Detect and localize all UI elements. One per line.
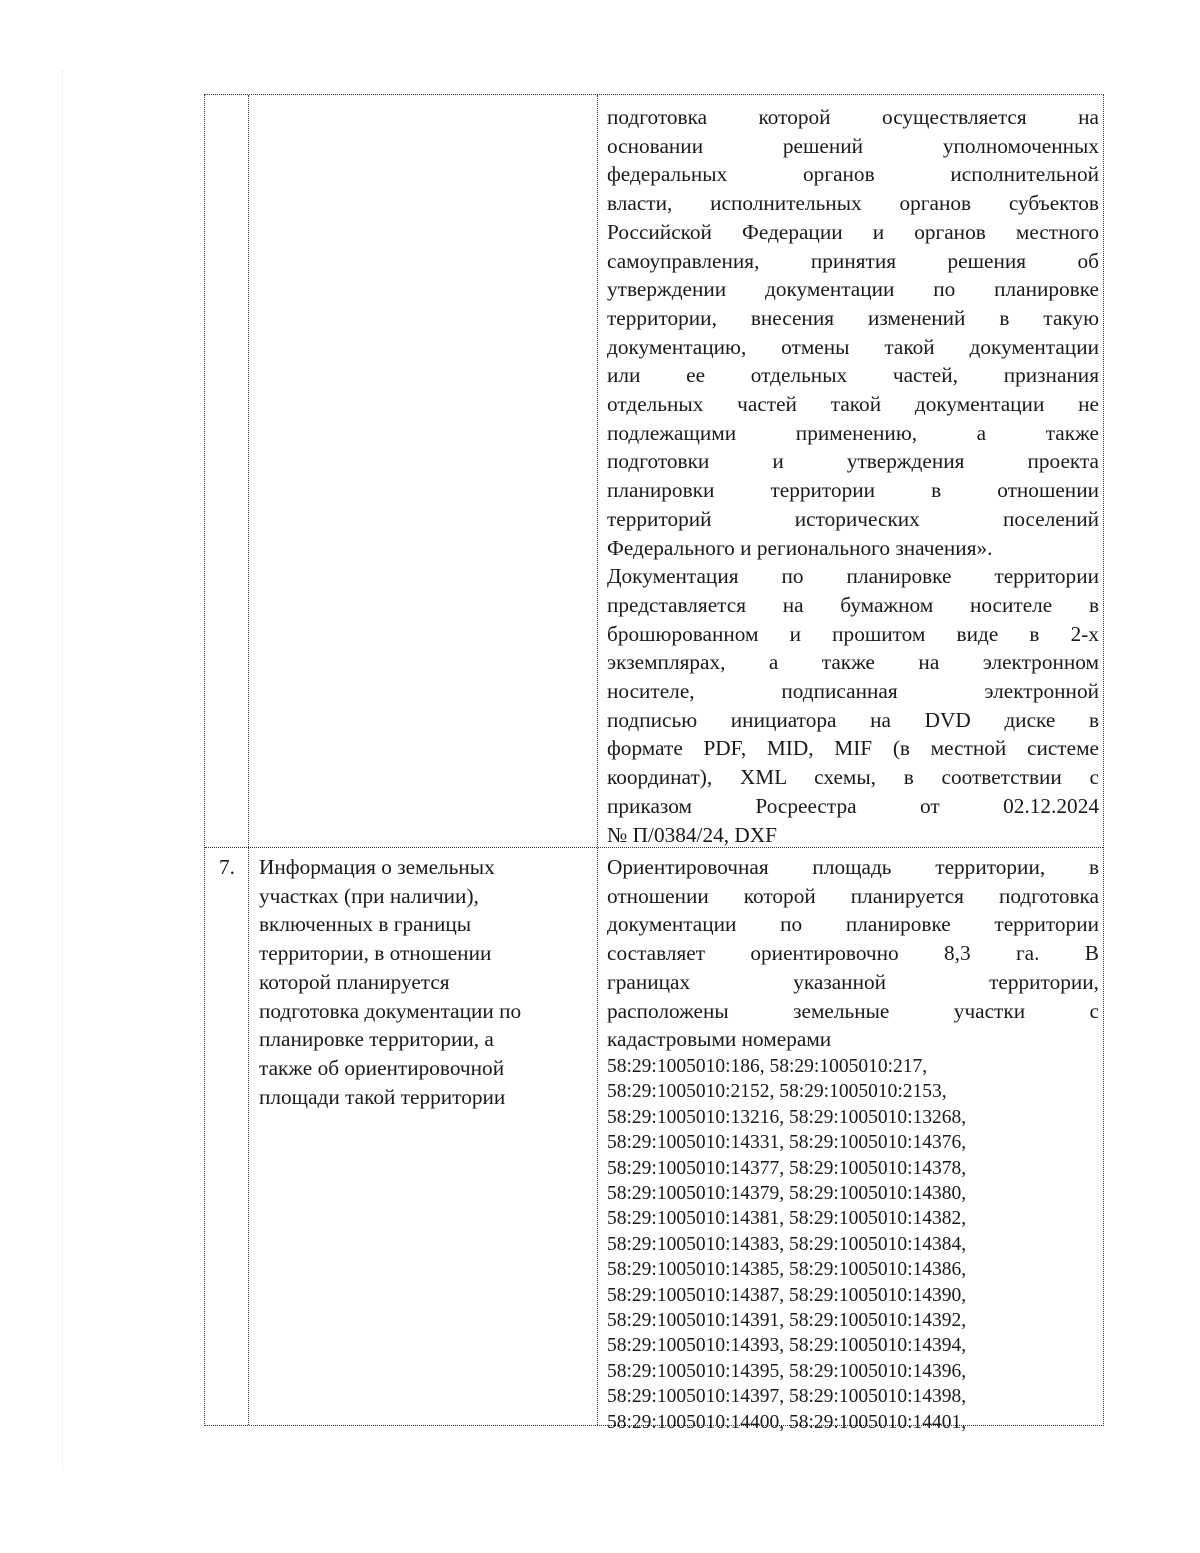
text-line: территории, в отношении [259, 941, 492, 966]
row7-description [607, 853, 1099, 1054]
cadastral-line: 58:29:1005010:14383, 58:29:1005010:14384, [607, 1233, 967, 1255]
text-line: Российской Федерации и органов местного [607, 219, 1099, 244]
cadastral-line: 58:29:1005010:14379, 58:29:1005010:14380, [607, 1183, 967, 1205]
text-line: участках (при наличии), [259, 883, 479, 908]
cadastral-line: 58:29:1005010:14391, 58:29:1005010:14392, [607, 1310, 967, 1332]
text-line: документации по планировке территории [607, 912, 1099, 937]
text-line: кадастровыми номерами [607, 1027, 832, 1052]
text-line: самоуправления, принятия решения об [607, 248, 1099, 273]
text-line: Информация о земельных [259, 855, 495, 879]
text-line: федеральных органов исполнительной [607, 162, 1099, 187]
requirements-table [204, 94, 1104, 1433]
text-line: границах указанной территории, [607, 969, 1099, 994]
text-line: включенных в границы [259, 912, 472, 937]
text-line: приказом Росреестра от 02.12.2024 [607, 793, 1099, 818]
text-line: носителе, подписанная электронной [607, 679, 1099, 704]
text-line: планировке территории, а [259, 1027, 494, 1052]
text-line: экземплярах, а также на электронном [607, 650, 1099, 675]
text-line: составляет ориентировочно 8,3 га. В [607, 941, 1099, 966]
row6-description [607, 103, 1099, 849]
row7-name [259, 853, 594, 1111]
text-line: подготовка документации по [259, 998, 522, 1023]
cadastral-line: 58:29:1005010:14387, 58:29:1005010:14390, [607, 1284, 967, 1306]
text-line: Ориентировочная площадь территории, в [607, 855, 1099, 879]
text-line: власти, исполнительных органов субъектов [607, 191, 1099, 216]
cadastral-line: 58:29:1005010:2152, 58:29:1005010:2153, [607, 1081, 947, 1103]
text-line: формате PDF, MID, MIF (в местной системе [607, 736, 1099, 761]
text-line: документацию, отмены такой документации [607, 334, 1099, 359]
text-line: также об ориентировочной [259, 1055, 505, 1080]
text-line: планировки территории в отношении [607, 478, 1099, 503]
text-line: подлежащими применению, а также [607, 420, 1099, 445]
cadastral-line: 58:29:1005010:14377, 58:29:1005010:14378, [607, 1157, 967, 1179]
cadastral-line: 58:29:1005010:14395, 58:29:1005010:14396, [607, 1360, 967, 1382]
row7-number: 7. [219, 855, 235, 879]
text-line: которой планируется [259, 969, 450, 994]
text-line: площади такой территории [259, 1084, 506, 1109]
row7-cadastral-numbers [607, 1054, 1099, 1435]
text-line: координат), XML схемы, в соответствии с [607, 765, 1099, 790]
text-line: Документация по планировке территории [607, 564, 1099, 589]
cadastral-line: 58:29:1005010:186, 58:29:1005010:217, [607, 1056, 928, 1077]
text-line: Федерального и регионального значения». [607, 535, 993, 560]
text-line: основании решений уполномоченных [607, 133, 1099, 158]
cadastral-line: 58:29:1005010:13216, 58:29:1005010:13268, [607, 1106, 967, 1128]
cadastral-line: 58:29:1005010:14385, 58:29:1005010:14386, [607, 1259, 967, 1281]
text-line: подготовка которой осуществляется на [607, 105, 1099, 129]
text-line: утверждении документации по планировке [607, 277, 1099, 302]
text-line: отношении которой планируется подготовка [607, 883, 1099, 908]
text-line: отдельных частей такой документации не [607, 392, 1099, 417]
text-line: № П/0384/24, DXF [607, 822, 778, 847]
cadastral-line: 58:29:1005010:14400, 58:29:1005010:14401, [607, 1411, 967, 1433]
text-line: брошюрованном и прошитом виде в 2-х [607, 621, 1099, 646]
cadastral-line: 58:29:1005010:14381, 58:29:1005010:14382, [607, 1208, 967, 1230]
cadastral-line: 58:29:1005010:14393, 58:29:1005010:14394, [607, 1335, 967, 1357]
text-line: или ее отдельных частей, признания [607, 363, 1099, 388]
text-line: представляется на бумажном носителе в [607, 592, 1099, 617]
column-divider-name [597, 95, 598, 1425]
text-line: подготовки и утверждения проекта [607, 449, 1099, 474]
text-line: территории, внесения изменений в такую [607, 305, 1099, 330]
scan-margin-artifact [62, 70, 64, 1470]
column-divider-number [248, 95, 249, 1425]
text-line: территорий исторических поселений [607, 506, 1099, 531]
cadastral-line: 58:29:1005010:14397, 58:29:1005010:14398, [607, 1386, 967, 1408]
cadastral-line: 58:29:1005010:14331, 58:29:1005010:14376, [607, 1132, 967, 1154]
text-line: расположены земельные участки с [607, 998, 1099, 1023]
text-line: подписью инициатора на DVD диске в [607, 707, 1099, 732]
